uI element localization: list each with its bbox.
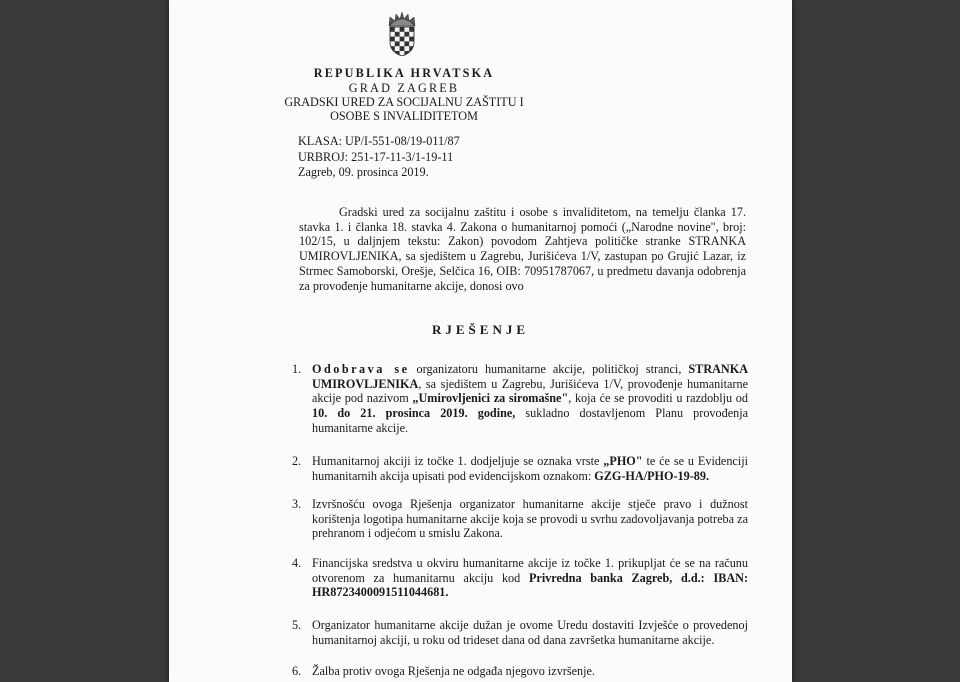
item-text: Financijska sredstva u okviru humanitarne akcije iz točke 1. prikupljat će se na računu otvorenom za humanitarnu akciju kod Privredna banka Zagreb, d.d.: IBAN: HR8723400091511044681. — [312, 556, 748, 600]
decision-title: RJEŠENJE — [431, 322, 530, 337]
item-text: Izvršnošću ovoga Rješenja organizator humanitarne akcije stječe pravo i dužnost korištenja logotipa humanitarne akcije koja se provodi u svrhu zadovoljavanja potreba za prehranom i odjećom u smislu Zakona. — [312, 497, 748, 541]
header-office-line2: OSOBE S INVALIDITETOM — [330, 109, 478, 123]
coat-of-arms-icon — [387, 12, 417, 56]
item-text: Organizator humanitarne akcije dužan je ovome Uredu dostaviti Izvješće o provedenoj humanitarnoj akciji, u roku od trideset dana od dana završetka humanitarne akcije. — [312, 618, 748, 647]
header-office-line1: GRADSKI URED ZA SOCIJALNU ZAŠTITU I — [284, 95, 524, 109]
item-number: 2. — [292, 454, 302, 468]
klasa: KLASA: UP/I-551-08/19-011/87 — [298, 134, 460, 148]
header-grad: GRAD ZAGREB — [348, 81, 460, 95]
document-page — [169, 0, 792, 682]
item-number: 5. — [292, 618, 302, 632]
urbroj: URBROJ: 251-17-11-3/1-19-11 — [298, 150, 454, 164]
item-number: 1. — [292, 362, 302, 376]
place-date: Zagreb, 09. prosinca 2019. — [298, 165, 429, 179]
item-text: Odobrava se organizatoru humanitarne akcije, političkoj stranci, STRANKA UMIROVLJENIKA, sa sjedištem u Zagrebu, Jurišićeva 1/V, provođenje humanitarne akcije pod nazivom „Umirovljenici za siromašne", koja će se provoditi u razdoblju od 10. do 21. prosinca 2019. godine, sukladno dostavljenom Planu provođenja humanitarne akcije. — [312, 362, 748, 435]
item-text: Žalba protiv ovoga Rješenja ne odgađa njegovo izvršenje. — [312, 664, 595, 678]
item-number: 4. — [292, 556, 302, 570]
item-number: 6. — [292, 664, 302, 678]
intro-paragraph: Gradski ured za socijalnu zaštitu i osobe s invaliditetom, na temelju članka 17. stavka 1. i članka 18. stavka 4. Zakona o humanitarnoj pomoći („Narodne novine", broj: 102/15, u daljnjem tekstu: Zakon) povodom Zahtjeva političke stranke STRANKA UMIROVLJENIKA, sa sjedištem u Zagrebu, Jurišićeva 1/V, zastupan po Grujić Lazar, iz Strmec Samoborski, Orešje, Selčica 16, OIB: 70951787067, u predmetu davanja odobrenja za provođenje humanitarne akcije, donosi ovo — [299, 205, 746, 293]
item-number: 3. — [292, 497, 302, 511]
item-text: Humanitarnoj akciji iz točke 1. dodjeljuje se oznaka vrste „PHO" te će se u Evidenciji humanitarnih akcija upisati pod evidencijskom oznakom: GZG-HA/PHO-19-89. — [312, 454, 748, 483]
header-republika: REPUBLIKA HRVATSKA — [313, 66, 495, 80]
